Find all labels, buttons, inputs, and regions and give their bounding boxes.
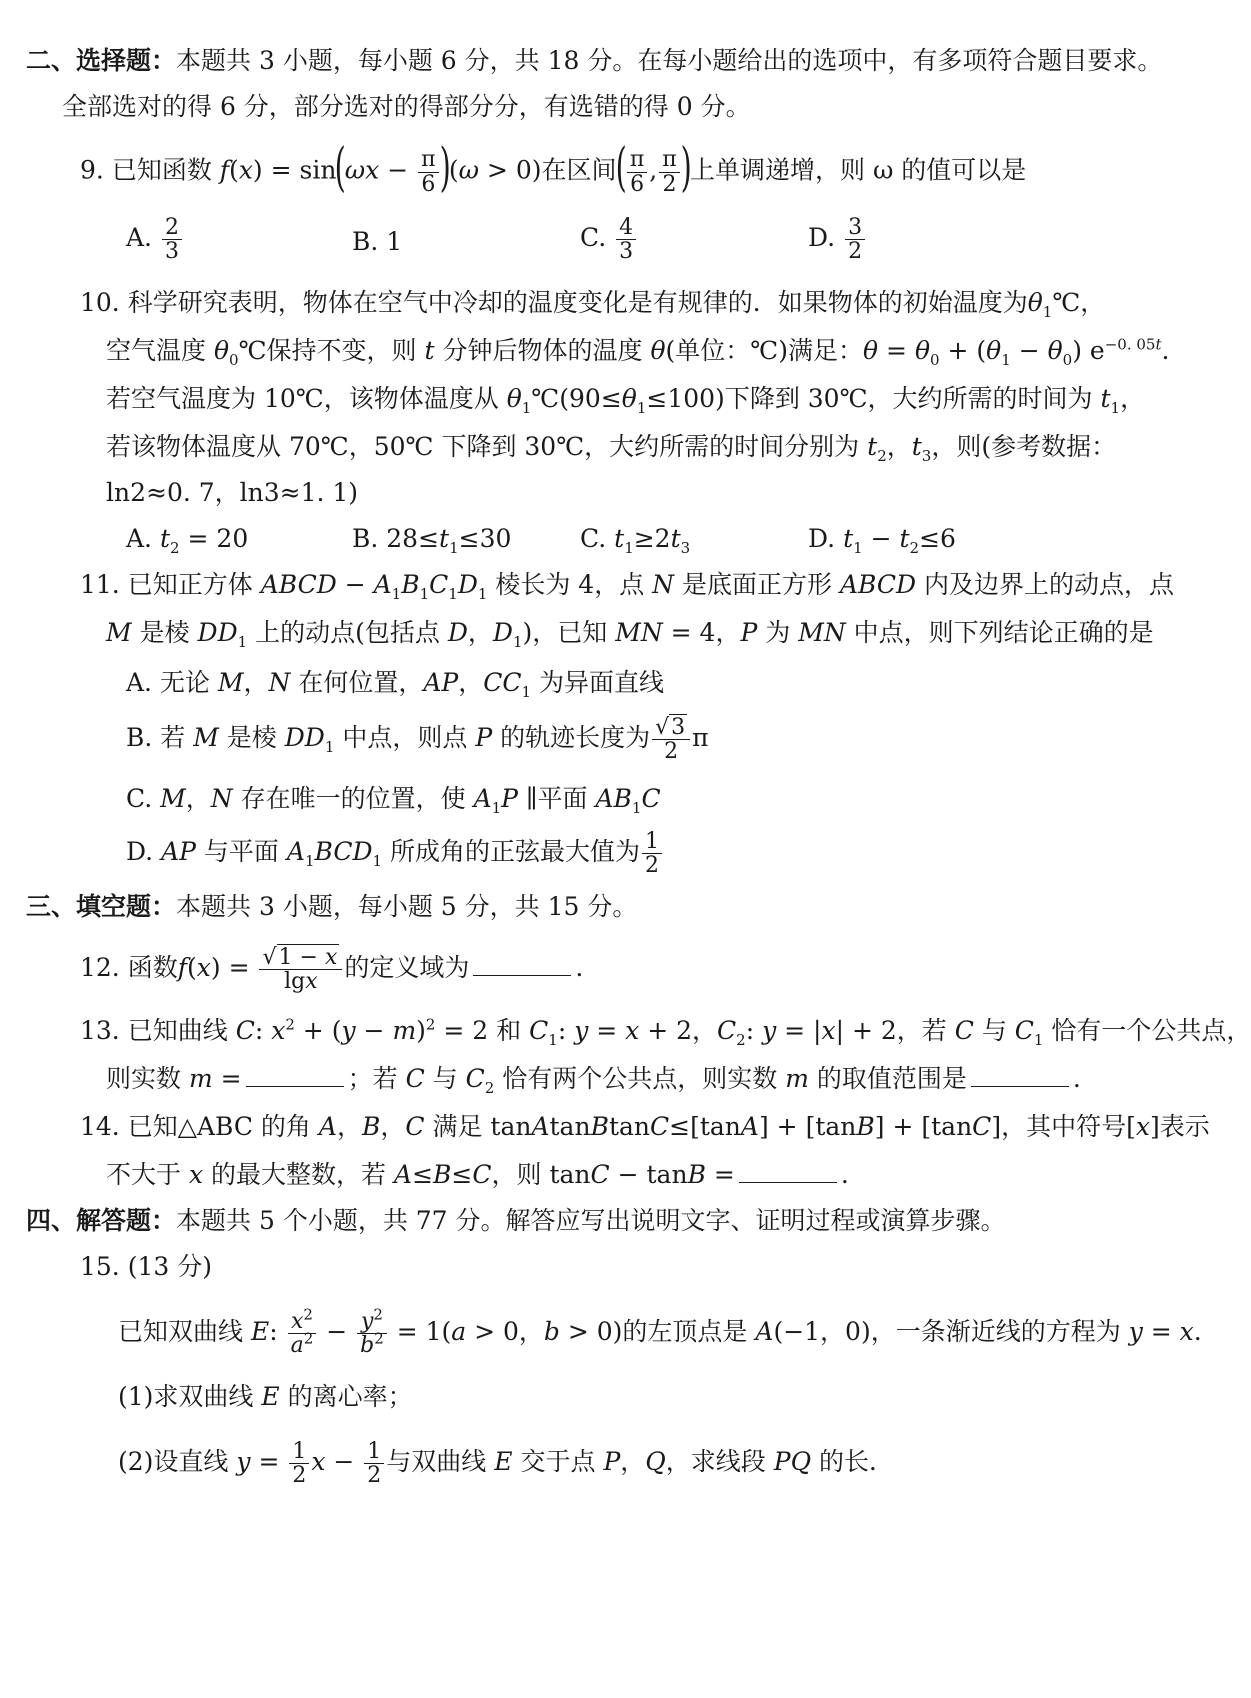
- q11-option-c: C. M，N 存在唯一的位置，使 $A_1P$ ∥平面 $AB_1C$: [126, 784, 661, 817]
- section-instruction-2: 全部选对的得 6 分，部分选对的得部分分，有选错的得 0 分。: [62, 92, 751, 121]
- section-answer: 四、解答题：本题共 5 个小题，共 77 分。解答应写出说明文字、证明过程或演算步骤。: [26, 1206, 1006, 1235]
- answer-blank[interactable]: [971, 1085, 1069, 1087]
- answer-blank[interactable]: [473, 974, 571, 976]
- q9-option-c: C. $\frac{4}{3}$: [580, 216, 638, 263]
- question-10: 10. 科学研究表明，物体在空气中冷却的温度变化是有规律的．如果物体的初始温度为$\theta_1℃$，: [80, 288, 1106, 321]
- section-multi-choice: 二、选择题：本题共 3 小题，每小题 6 分，共 18 分。在每小题给出的选项中，有多项符合题目要求。: [26, 46, 1163, 75]
- q11-option-d: D. AP 与平面 $A_1BCD_1$ 所成角的正弦最大值为 $\frac{1}{2}$: [126, 830, 664, 877]
- q9-option-a: A. $\frac{2}{3}$: [126, 216, 184, 263]
- question-11: 11. 已知正方体 ABCD − $A_1B_1C_1D_1$ 棱长为 4，点 N 是底面正方形 ABCD 内及边界上的动点，点: [80, 570, 1174, 603]
- q10-option-b: B. $28\le t_1\le 30$: [352, 524, 512, 557]
- fraction: $\frac{1}{2}$: [289, 1440, 309, 1487]
- fraction: $\frac{\pi}{6}$: [418, 148, 438, 195]
- section-heading: 四、解答题: [26, 1206, 152, 1235]
- q9-option-d: D. $\frac{3}{2}$: [808, 216, 867, 263]
- q10-option-d: D. $t_1 - t_2\le 6$: [808, 524, 956, 557]
- fraction: $\frac{√3}{2}$: [652, 716, 690, 763]
- fraction: $\frac{2}{3}$: [162, 216, 182, 263]
- question-score: (13 分): [127, 1252, 212, 1281]
- question-text: 已知函数: [111, 155, 212, 185]
- q10-option-a: A. $t_2 = 20$: [126, 524, 249, 557]
- question-number: 10.: [80, 288, 120, 317]
- question-number: 14.: [80, 1112, 120, 1141]
- fraction: $\frac{1}{2}$: [642, 830, 662, 877]
- section-instruction: 本题共 3 小题，每小题 5 分，共 15 分。: [176, 892, 638, 921]
- question-14: 14. 已知△ABC 的角 A，B，C 满足 tanAtanBtanC≤[tanA] + [tanB] + [tanC]，其中符号[x]表示: [80, 1112, 1210, 1141]
- q15-part-1: (1)求双曲线 E 的离心率；: [118, 1382, 413, 1411]
- q15-part-2: (2)设直线 y = $\frac{1}{2}$ x − $\frac{1}{2}$ 与双曲线 E 交于点 P，Q，求线段 PQ 的长．: [118, 1439, 895, 1489]
- question-15: [80, 1254, 212, 1279]
- fraction: $\frac{\pi}{6}$: [627, 148, 647, 195]
- section-instruction: 本题共 5 个小题，共 77 分。解答应写出说明文字、证明过程或演算步骤。: [176, 1206, 1006, 1235]
- question-12: 12. 函数f(x) = $\frac{√1 - x}{\lg x}$ 的定义域为 .: [80, 945, 584, 995]
- fraction: $\frac{√1 - x}{\lg x}$: [259, 946, 342, 993]
- question-number: 11.: [80, 570, 120, 599]
- fraction: $\frac{4}{3}$: [616, 216, 636, 263]
- question-number: 12.: [80, 953, 120, 983]
- fraction: $\frac{x^2}{a^2}$: [288, 1310, 317, 1357]
- q9-option-b: B. 1: [352, 227, 403, 256]
- fraction: $\frac{3}{2}$: [845, 216, 865, 263]
- question-number: 9.: [80, 155, 104, 185]
- q10-option-c: C. $t_1\ge 2t_3$: [580, 524, 691, 557]
- exam-page: 二、选择题：本题共 3 小题，每小题 6 分，共 18 分。在每小题给出的选项中，有多项符合题目要求。 全部选对的得 6 分，部分选对的得部分分，有选错的得 0 分。 9. 已知函数 f(x) = sin(ωx − $\frac{\pi}{6}$ )(ω > 0)在区间( $\frac{\pi}{6}$ , $\frac{\pi}{2}$ )上单调递增，则 ω 的值可以是 A. $\frac{2}{3}$ B. 1 C. $\frac{4}{3}$ D. $\frac{3}{2}$ 10. 科学研究表明，物体在空气中冷却的温度变化是有规律的．如果物体的初始温度为$\theta_1℃$， 空气温度 $\theta_0℃$保持不变，则 t 分钟后物体的温度 θ(单位：℃)满足：$\theta = \theta_0 + (\theta_1 - \theta_0)$ $e^{-0. 05t}$. 若空气温度为 10℃，该物体温度从 $\theta_1℃(90\le\theta_1\le 100)$下降到 30℃，大约所需的时间为 $t_1$， 若该物体温度从 70℃，50℃ 下降到 30℃，大约所需的时间分别为 $t_2$，$t_3$，则(参考数据： ln2≈0. 7，ln3≈1. 1) A. $t_2 = 20$ B. $28\le t_1\le 30$ C. $t_1\ge 2t_3$ D. $t_1 - t_2\le 6$ 11. 已知正方体 ABCD − $A_1B_1C_1D_1$ 棱长为 4，点 N 是底面正方形 ABCD 内及边界上的动点，点 M 是棱 $DD_1$ 上的动点(包括点 D，$D_1$)，已知 MN = 4，P 为 MN 中点，则下列结论正确的是 A. 无论 M，N 在何位置，AP，$CC_1$ 为异面直线 B. 若 M 是棱 $DD_1$ 中点，则点 P 的轨迹长度为 $\frac{√3}{2}$ π C. M，N 存在唯一的位置，使 $A_1P$ ∥平面 $AB_1C$ D. AP 与平面 $A_1BCD_1$ 所成角的正弦最大值为 $\frac{1}{2}$ 三、填空题：本题共 3 小题，每小题 5 分，共 15 分。 12. 函数f(x) = $\frac{√1 - x}{\lg x}$ 的定义域为 . 13. 已知曲线 C: $x^2 + (y - m)^2 = 2$ 和 $C_1$: y = x + 2，$C_2$: y = |x| + 2，若 C 与 $C_1$ 恰有一个公共点， 则实数 m = ；若 C 与 $C_2$ 恰有两个公共点，则实数 m 的取值范围是 . 14. 已知△ABC 的角 A，B，C 满足 tanAtanBtanC≤[tanA] + [tanB] + [tanC]，其中符号[x]表示 不大于 x 的最大整数，若 A≤B≤C，则 tanC − tanB = . 四、解答题：本题共 5 个小题，共 77 分。解答应写出说明文字、证明过程或演算步骤。 15. (13 分) 已知双曲线 E: $\frac{x^2}{a^2}$ − $\frac{y^2}{b^2}$ = 1(a > 0，b > 0)的左顶点是 A(−1，0)，一条渐近线的方程为 y = x. (1)求双曲线 E 的离心率； (2)设直线 y = $\frac{1}{2}$ x − $\frac{1}{2}$ 与双曲线 E 交于点 P，Q，求线段 PQ 的长．: [26, 46, 1251, 1489]
- answer-blank[interactable]: [739, 1181, 837, 1183]
- section-instruction: 本题共 3 小题，每小题 6 分，共 18 分。在每小题给出的选项中，有多项符合题目要求。: [176, 46, 1163, 75]
- fraction: $\frac{1}{2}$: [364, 1440, 384, 1487]
- section-fill-blank: 三、填空题：本题共 3 小题，每小题 5 分，共 15 分。: [26, 892, 638, 921]
- section-heading: 三、填空题: [26, 892, 152, 921]
- question-9: 9. 已知函数 f(x) = sin(ωx − $\frac{\pi}{6}$ )(ω > 0)在区间( $\frac{\pi}{6}$ , $\frac{\pi}{2}$ )上单调递增，则 ω 的值可以是: [80, 138, 1027, 198]
- answer-blank[interactable]: [246, 1085, 344, 1087]
- section-heading: 二、选择题: [26, 46, 152, 75]
- question-13: 13. 已知曲线 C: $x^2 + (y - m)^2 = 2$ 和 $C_1$: y = x + 2，$C_2$: y = |x| + 2，若 C 与 $C_1$ 恰有一个公共点，: [80, 1015, 1251, 1049]
- fraction: $\frac{\pi}{2}$: [659, 148, 679, 195]
- q11-option-a: A. 无论 M，N 在何位置，AP，$CC_1$ 为异面直线: [126, 668, 665, 701]
- question-number: 13.: [80, 1016, 120, 1045]
- q11-option-b: B. 若 M 是棱 $DD_1$ 中点，则点 P 的轨迹长度为 $\frac{√3}{2}$ π: [126, 715, 709, 765]
- question-number: 15.: [80, 1252, 120, 1281]
- fraction: $\frac{y^2}{b^2}$: [357, 1310, 387, 1357]
